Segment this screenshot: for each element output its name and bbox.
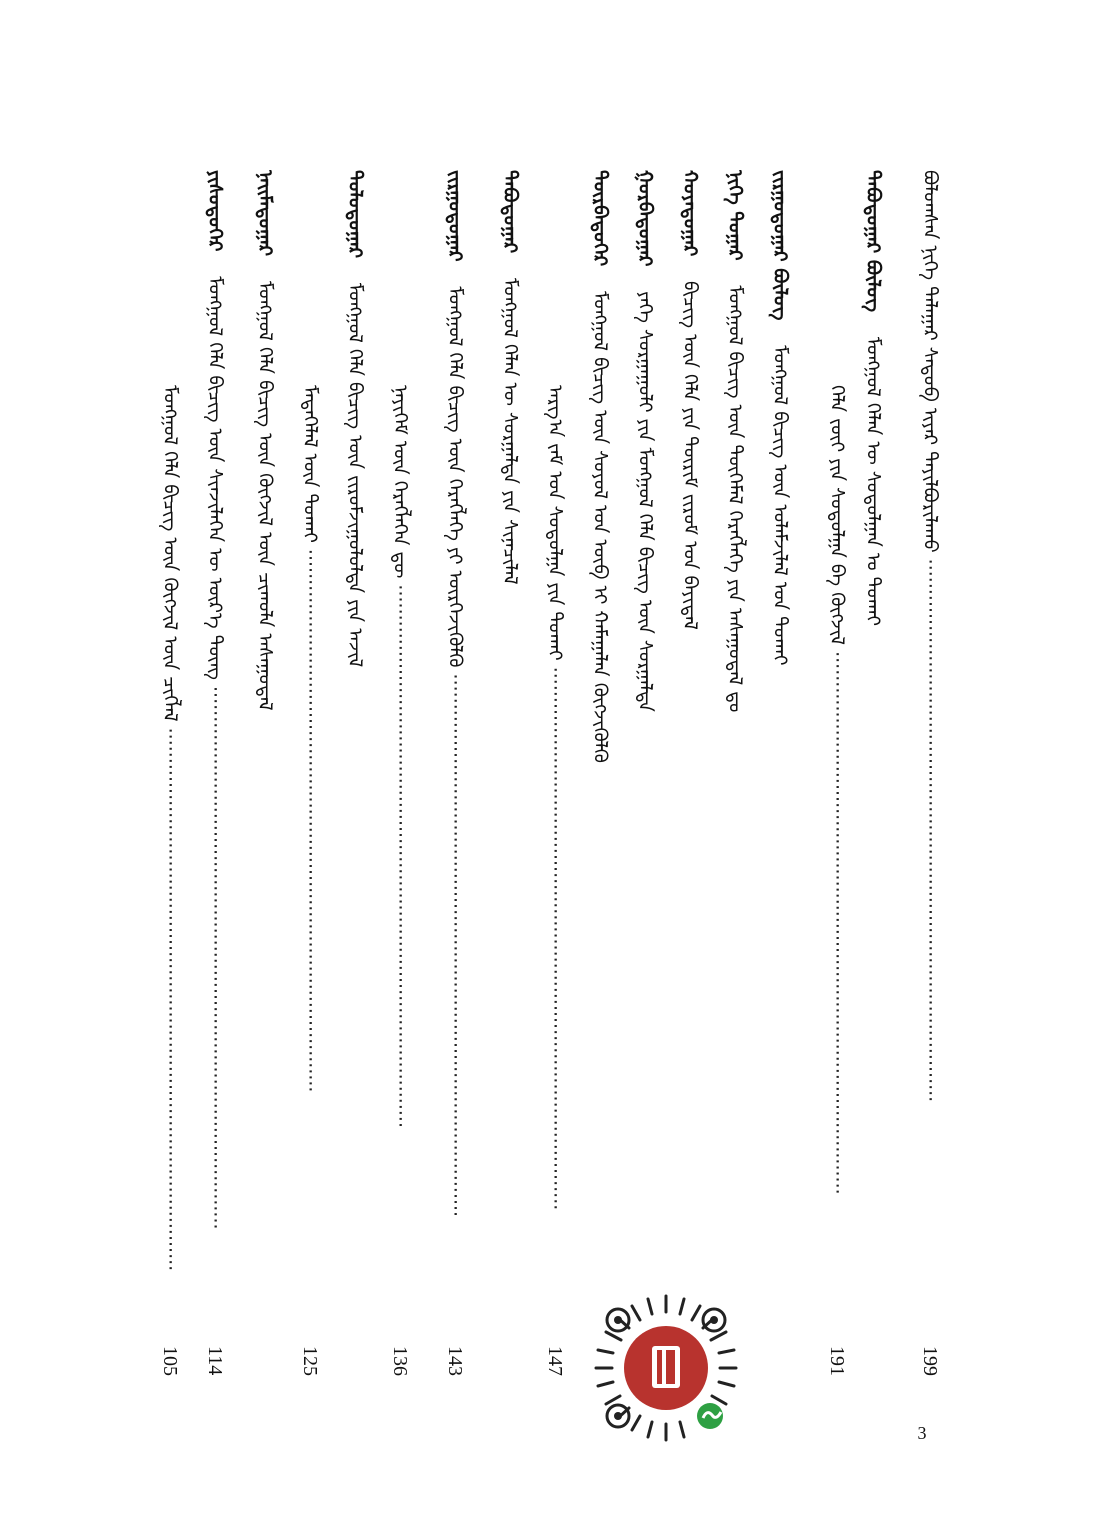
toc-title: ᠮᠣᠩᠭᠣᠯ ᠪᠢᠴᠢᠭ ᠦᠨ ᠰᠣᠶᠣᠯ ᠤᠨ ᠥᠪ ᠢ ᠬᠠᠮᠠᠭᠠᠯᠠᠨ ᠬᠥᠭᠵᠢᠭᠦᠯᠬᠦ bbox=[589, 290, 611, 763]
toc-title: ᠮᠣᠩᠭᠣᠯ ᠬᠡᠯᠡ ᠪᠢᠴᠢᠭ ᠦᠨ ᠵᠢᠷᠤᠮᠵᠢᠭᠤᠯᠤᠯᠲᠠ ᠶᠢᠨ ᠠᠵᠢᠯ bbox=[344, 282, 366, 668]
toc-chapter-label: ᠭᠤᠷᠪᠠᠳᠤᠭᠠᠷ bbox=[634, 170, 656, 274]
mini-program-qr-code[interactable] bbox=[588, 1290, 744, 1446]
toc-dot-leader: ·························································································· bbox=[299, 542, 321, 1093]
toc-entry[interactable] bbox=[915, 170, 945, 1400]
toc-chapter-label: ᠳᠣᠯᠣᠳᠤᠭᠠᠷ bbox=[344, 170, 366, 265]
toc-entry bbox=[675, 170, 705, 1400]
toc-entry[interactable] bbox=[200, 170, 230, 1400]
toc-entry[interactable] bbox=[540, 385, 570, 1400]
toc-page-number: 191 bbox=[826, 1346, 848, 1376]
toc-dot-leader: ·························································································· bbox=[444, 667, 466, 1218]
toc-dot-leader: ·························································································· bbox=[544, 660, 566, 1211]
toc-title: ᠮᠣᠩᠭᠣᠯ ᠪᠢᠴᠢᠭ ᠦᠨ ᠤᠯᠠᠮᠵᠢᠯᠠᠯ ᠤᠨ ᠲᠤᠬᠠᠢ bbox=[769, 345, 791, 666]
toc-entry[interactable] bbox=[440, 170, 470, 1400]
toc-title: ᠮᠣᠩᠭᠣᠯ ᠬᠡᠯᠡᠨ ᠦ ᠰᠤᠷᠭᠠᠯᠲᠠ ᠶᠢᠨ ᠰᠢᠨᠡᠴᠢᠯᠡᠯ bbox=[499, 277, 521, 585]
toc-chapter-label: ᠵᠢᠷᠭᠤᠳᠤᠭᠠᠷ ᠪᠦᠯᠦᠭ bbox=[769, 170, 791, 328]
toc-title: ᠮᠣᠩᠭᠣᠯ ᠪᠢᠴᠢᠭ ᠦᠨ ᠲᠦᠭᠡᠮᠡᠯ ᠬᠡᠷᠡᠭᠯᠡᠭᠡ ᠶᠢᠨ ᠠᠰᠠᠭᠤᠳᠠᠯ ᠳᠤ bbox=[724, 285, 746, 713]
toc-entry bbox=[720, 170, 750, 1400]
toc-page-number: 105 bbox=[159, 1346, 181, 1376]
toc-dot-leader: ·························································································· bbox=[389, 578, 411, 1128]
toc-entry bbox=[585, 170, 615, 1400]
toc-title: ᠨᠡᠶᠢᠭᠡᠮ ᠦᠨ ᠬᠡᠷᠡᠭᠯᠡᠭᠡᠨ ᠳᠦ bbox=[389, 385, 411, 579]
toc-entry[interactable] bbox=[385, 385, 415, 1400]
toc-entry[interactable] bbox=[822, 385, 852, 1400]
toc-dot-leader: ·························································································· bbox=[204, 679, 226, 1230]
page-number: 3 bbox=[917, 1423, 927, 1443]
toc-title: ᠶᠡᠬᠡ ᠰᠤᠷᠭᠠᠭᠤᠯᠢ ᠶᠢᠨ ᠮᠣᠩᠭᠣᠯ ᠬᠡᠯᠡ ᠪᠢᠴᠢᠭ ᠦᠨ ᠰᠤᠷᠭᠠᠯᠲᠠ bbox=[634, 291, 656, 712]
toc-chapter-label: ᠲᠠᠪᠤᠳᠤᠭᠠᠷ bbox=[499, 170, 521, 260]
toc-page-number: 143 bbox=[444, 1346, 466, 1376]
toc-dot-leader: ·························································································· bbox=[159, 721, 181, 1272]
toc-page-number: 199 bbox=[919, 1346, 941, 1376]
toc-chapter-label: ᠶᠢᠰᠦᠳᠦᠭᠡᠷ bbox=[204, 170, 226, 259]
toc-title: ᠮᠣᠩᠭᠣᠯ ᠬᠡᠯᠡ ᠪᠢᠴᠢᠭ ᠦᠨ ᠬᠥᠭᠵᠢᠯ ᠦᠨ ᠴᠢᠭᠯᠡᠯ bbox=[159, 385, 181, 722]
toc-title: ᠮᠣᠩᠭᠣᠯ ᠬᠡᠯᠡ ᠪᠢᠴᠢᠭ ᠦᠨ ᠬᠥᠭᠵᠢᠯ ᠦᠨ ᠴᠢᠬᠤᠯᠠ ᠠᠰᠠᠭᠤᠳᠠᠯ bbox=[254, 280, 276, 711]
toc-title: ᠪᠢᠴᠢᠭ ᠦᠨ ᠬᠡᠯᠡ ᠶᠢᠨ ᠳᠦᠷᠢᠮ ᠵᠢᠷᠤᠮ ᠤᠨ ᠪᠠᠶᠢᠳᠠᠯ bbox=[679, 280, 701, 630]
toc-entry bbox=[340, 170, 370, 1400]
toc-title: ᠪᠣᠯᠤᠭᠰᠠᠨ ᠨᠢᠭᠡ ᠲᠠᠯᠠᠭᠠᠷ ᠰᠡᠳᠦᠪ ᠢᠶᠡᠷ ᠲᠠᠶᠢᠯᠪᠤᠷᠢᠯᠠᠬᠤ bbox=[919, 170, 941, 553]
toc-entry[interactable] bbox=[155, 385, 185, 1400]
toc-chapter-label: ᠵᠢᠷᠭᠤᠳᠤᠭᠠᠷ bbox=[444, 170, 466, 269]
toc-dot-leader: ·························································································· bbox=[919, 552, 941, 1103]
toc-chapter-label: ᠳᠥᠷᠪᠡᠳᠦᠭᠡᠷ bbox=[589, 170, 611, 273]
toc-page-number: 136 bbox=[389, 1346, 411, 1376]
toc-dot-leader: ·························································································· bbox=[826, 645, 848, 1195]
toc-chapter-label: ᠲᠠᠪᠤᠳᠤᠭᠠᠷ ᠪᠦᠯᠦᠭ bbox=[862, 170, 884, 319]
toc-title: ᠬᠡᠯᠡ ᠵᠦᠢ ᠶᠢᠨ ᠰᠤᠳᠤᠯᠭᠠ ᠪᠠ ᠬᠥᠭᠵᠢᠯ bbox=[826, 385, 848, 646]
toc-title: ᠮᠣᠩᠭᠣᠯ ᠬᠡᠯᠡ ᠪᠢᠴᠢᠭ ᠦᠨ ᠰᠢᠨᠵᠢᠯᠡᠭᠡᠨ ᠦ ᠦᠷ᠎ᠡ ᠳᠦᠩ bbox=[204, 276, 226, 680]
toc-title: ᠮᠡᠳᠡᠭᠡᠯᠡᠯ ᠦᠨ ᠲᠤᠬᠠᠢ bbox=[299, 385, 321, 543]
toc-chapter-label: ᠨᠢᠭᠡ ᠳᠤᠭᠠᠷ bbox=[724, 170, 746, 268]
toc-page-number: 125 bbox=[299, 1346, 321, 1376]
toc-title: ᠮᠣᠩᠭᠣᠯ ᠬᠡᠯᠡᠨ ᠦ ᠰᠤᠳᠤᠯᠭᠠᠨ ᠤ ᠲᠤᠬᠠᠢ bbox=[862, 336, 884, 627]
toc-title: ᠮᠣᠩᠭᠣᠯ ᠬᠡᠯᠡ ᠪᠢᠴᠢᠭ ᠦᠨ ᠬᠡᠷᠡᠭᠯᠡᠭᠡ ᠶᠢ ᠥᠷᠭᠡᠵᠢᠭᠦᠯᠬᠦ bbox=[444, 286, 466, 668]
toc-chapter-label: ᠬᠣᠶᠠᠳᠤᠭᠠᠷ bbox=[679, 170, 701, 263]
toc-entry bbox=[495, 170, 525, 1400]
toc-entry bbox=[250, 170, 280, 1400]
toc-title: ᠠᠷᠭ᠎ᠠ ᠵᠠᠮ ᠤᠨ ᠰᠤᠳᠤᠯᠭᠠ ᠶᠢᠨ ᠲᠤᠬᠠᠢ bbox=[544, 385, 566, 661]
toc-chapter-label: ᠨᠠᠢᠮᠠᠳᠤᠭᠠᠷ bbox=[254, 170, 276, 263]
toc-entry[interactable] bbox=[295, 385, 325, 1400]
toc-entry bbox=[858, 170, 888, 1400]
qr-code-icon bbox=[588, 1290, 744, 1446]
toc-page-number: 114 bbox=[204, 1346, 226, 1376]
toc-entry bbox=[765, 170, 795, 1400]
toc-entry bbox=[630, 170, 660, 1400]
toc-page-number: 147 bbox=[544, 1346, 566, 1376]
